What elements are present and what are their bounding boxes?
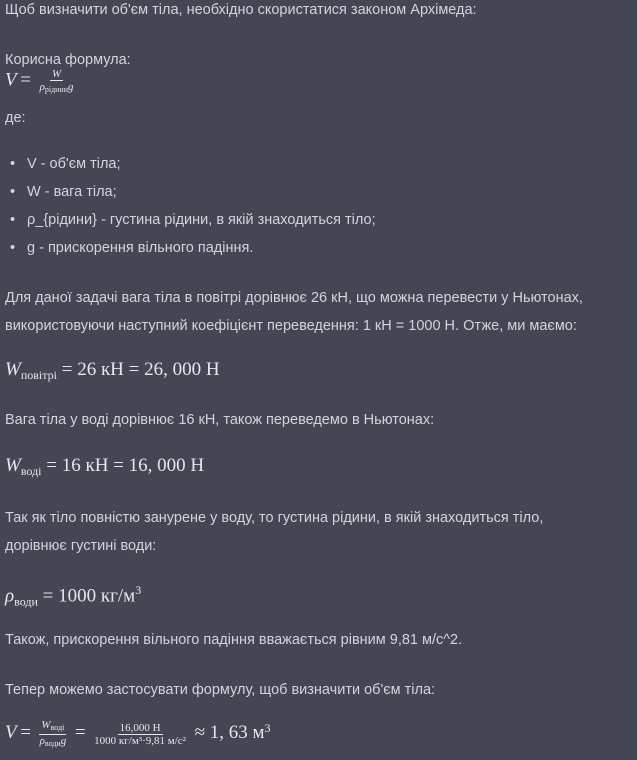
bullet-icon: • xyxy=(10,156,16,172)
list-item: • W - вага тіла; xyxy=(5,182,117,202)
bullet-icon: • xyxy=(10,184,16,200)
paragraph-apply-formula: Тепер можемо застосувати формулу, щоб визначити об'єм тіла: xyxy=(5,682,436,698)
paragraph-weight-air-2: використовуючи наступний коефіцієнт переведення: 1 кН = 1000 Н. Отже, ми маємо: xyxy=(5,318,577,334)
list-item: • ρ_{рідини} - густина рідини, в якій знаходиться тіло; xyxy=(5,210,376,230)
formula-label: Корисна формула: xyxy=(5,52,131,68)
equation-weight-air: $W_{повітрі} = 26$ кН = 26, 000 Н xyxy=(5,359,220,382)
formula-volume: V = $\frac{W}{\text{ρрідиниg}}$ xyxy=(5,68,74,94)
equation-final-volume: V = $\frac{\text{Wводі}}{\text{ρводиg}}$ = $\frac{16,000 Н}{\text{1000 кг/м³·9,81 м/с²}}$ ≈ 1, 63 $м^3$ xyxy=(5,719,271,748)
bullet-icon: • xyxy=(10,212,16,228)
paragraph-weight-water: Вага тіла у воді дорівнює 16 кН, також переведемо в Ньютонах: xyxy=(5,412,435,428)
paragraph-weight-air-1: Для даної задачі вага тіла в повітрі дорівнює 26 кН, що можна перевести у Ньютонах, xyxy=(5,290,583,306)
where-label: де: xyxy=(5,110,26,126)
list-item: • V - об'єм тіла; xyxy=(5,154,121,174)
paragraph-density-2: дорівнює густині води: xyxy=(5,538,157,554)
paragraph-density-1: Так як тіло повністю занурене у воду, то густина рідини, в якій знаходиться тіло, xyxy=(5,510,544,526)
equation-density: $\rho_{води} = 1000$ $кг/м^3$ xyxy=(5,583,142,609)
paragraph-gravity: Також, прискорення вільного падіння вважається рівним 9,81 м/с^2. xyxy=(5,632,463,648)
intro-text: Щоб визначити об'єм тіла, необхідно скористатися законом Архімеда: xyxy=(5,2,477,18)
list-item: • g - прискорення вільного падіння. xyxy=(5,238,253,258)
bullet-icon: • xyxy=(10,240,16,256)
equation-weight-water: $W_{воді} = 16$ кН = 16, 000 Н xyxy=(5,455,205,478)
